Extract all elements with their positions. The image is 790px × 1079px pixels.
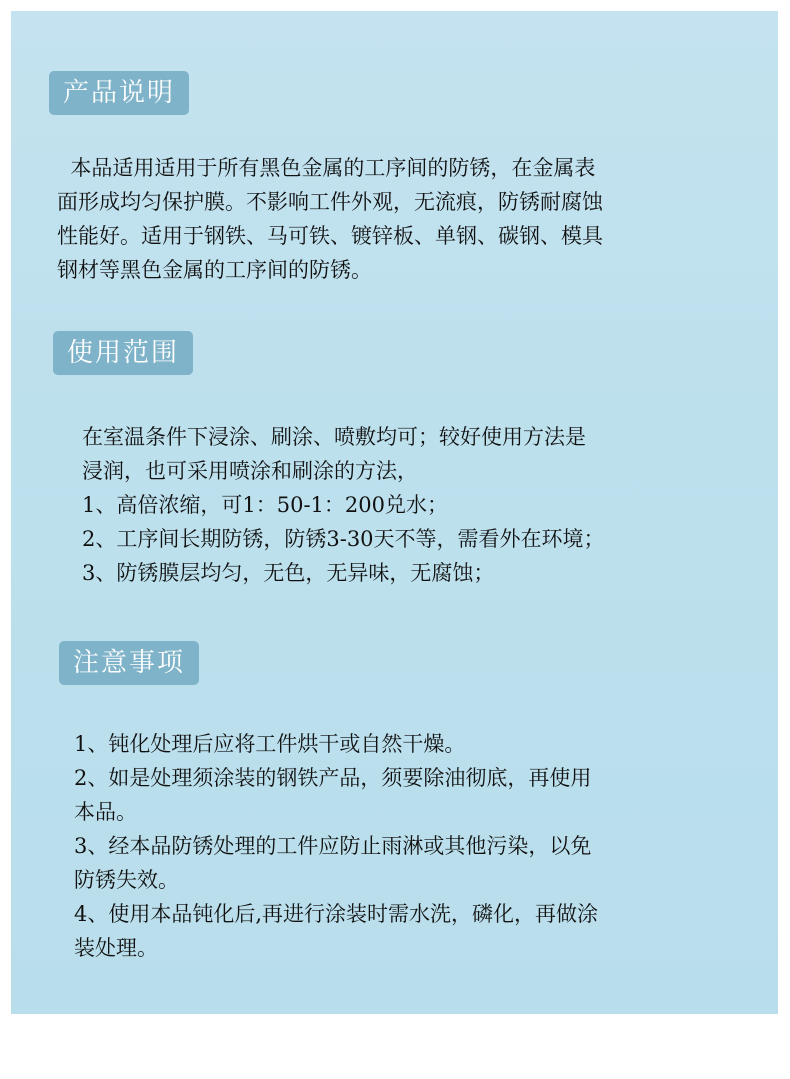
- text-line: 性能好。适用于钢铁、马可铁、镀锌板、单钢、碳钢、模具: [57, 224, 603, 248]
- text-line: 2、工序间长期防锈，防锈3-30天不等，需看外在环境；: [82, 527, 605, 551]
- text-line: 1、钝化处理后应将工件烘干或自然干燥。: [74, 732, 466, 756]
- text-line: 防锈失效。: [74, 868, 179, 892]
- precautions-text: [74, 727, 598, 965]
- text-line: 装处理。: [74, 936, 158, 960]
- text-line: 钢材等黑色金属的工序间的防锈。: [57, 258, 372, 282]
- text-line: 3、防锈膜层均匀，无色，无异味，无腐蚀；: [82, 561, 495, 585]
- text-line: 3、经本品防锈处理的工件应防止雨淋或其他污染，以免: [74, 834, 592, 858]
- product-description-text: [57, 151, 603, 287]
- text-line: 面形成均匀保护膜。不影响工件外观，无流痕，防锈耐腐蚀: [57, 190, 603, 214]
- text-line: 浸润，也可采用喷涂和刷涂的方法，: [82, 459, 418, 483]
- text-line: 本品适用适用于所有黑色金属的工序间的防锈，在金属表: [57, 156, 596, 180]
- section-heading-product-description: 产品说明: [49, 71, 189, 115]
- text-line: 本品。: [74, 800, 137, 824]
- section-heading-usage-scope: 使用范围: [53, 331, 193, 375]
- section-heading-precautions: 注意事项: [59, 641, 199, 685]
- text-line: 1、高倍浓缩，可1：50-1：200兑水；: [82, 493, 448, 517]
- text-line: 4、使用本品钝化后,再进行涂装时需水洗，磷化，再做涂: [74, 902, 599, 926]
- text-line: 2、如是处理须涂装的钢铁产品，须要除油彻底，再使用: [74, 766, 592, 790]
- text-line: 在室温条件下浸涂、刷涂、喷敷均可；较好使用方法是: [82, 425, 586, 449]
- usage-scope-text: [82, 420, 605, 590]
